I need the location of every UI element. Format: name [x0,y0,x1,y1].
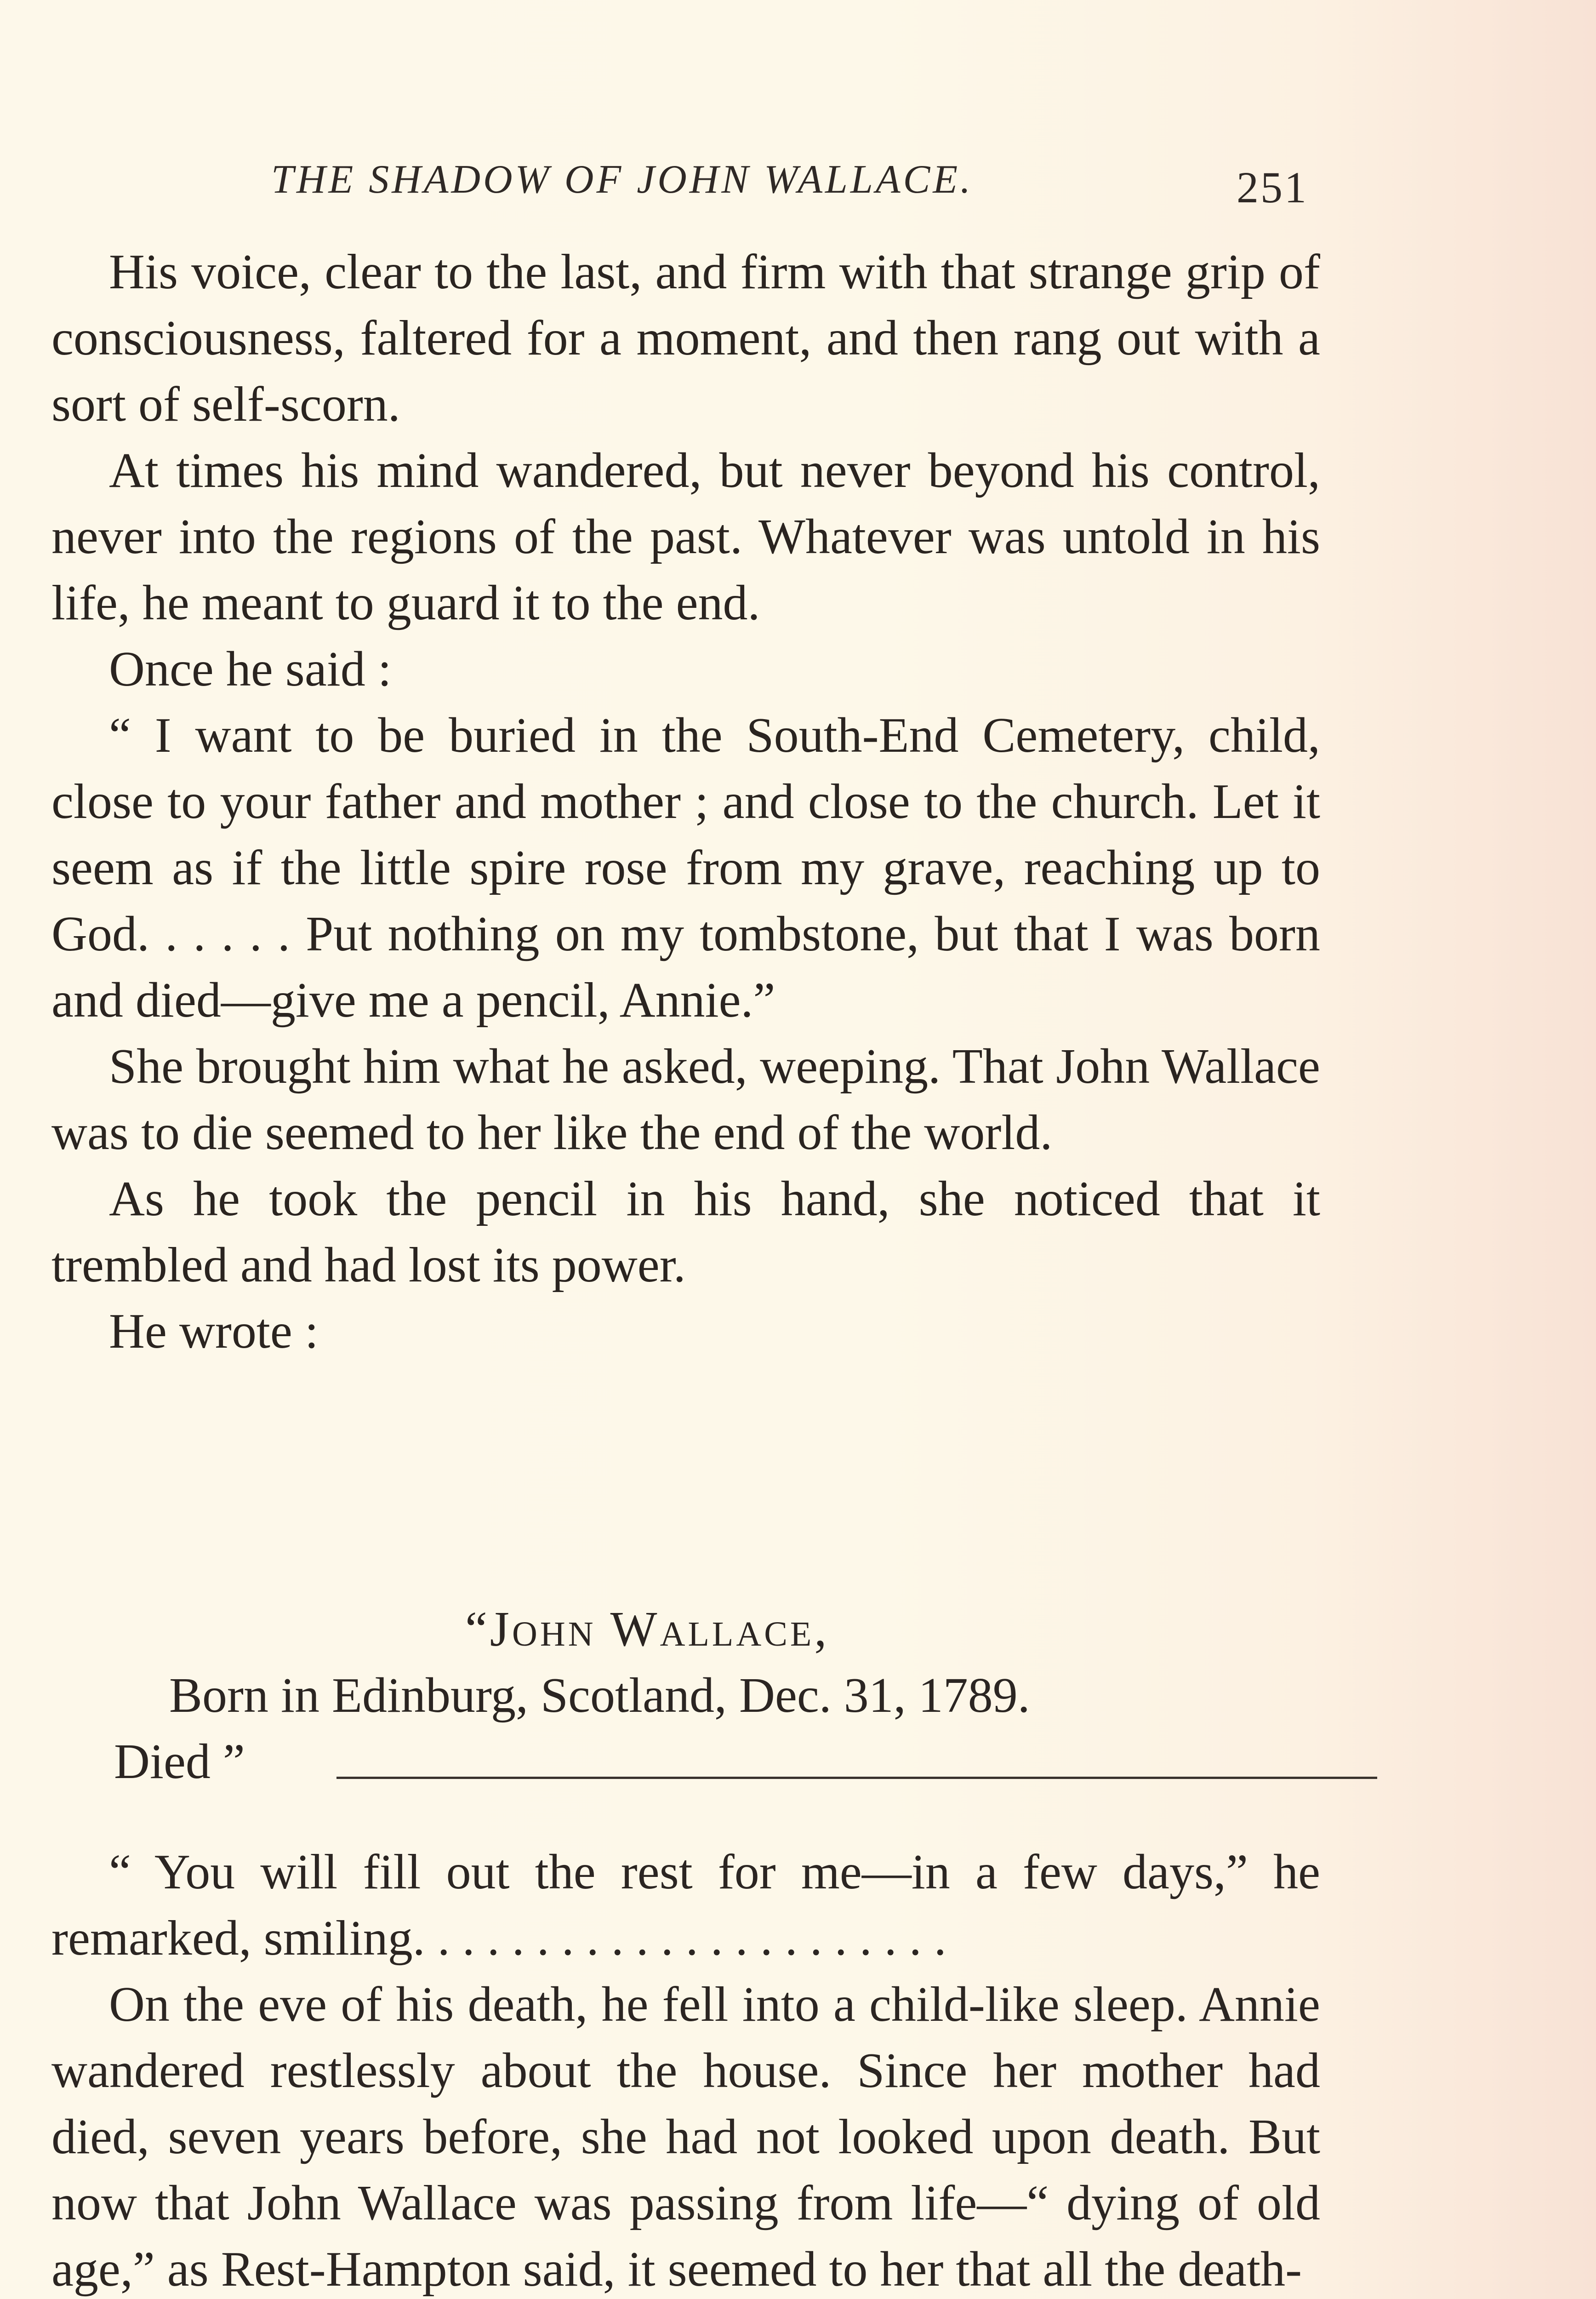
running-title: THE SHADOW OF JOHN WALLACE. [271,157,974,202]
epitaph-died: Died ” [114,1734,245,1789]
paragraph: On the eve of his death, he fell into a child-like sleep. Annie wandered restlessly about the house. Since her mother had died, seven years before, she had not looked upon death. But now that John Wallace was passing from life—“ dying of old age,” as Rest-Hampton said, it seemed to her that all the death- [51,1977,1320,2297]
paragraph: Once he said : [109,642,392,697]
paragraph: “ You will fill out the rest for me—in a few days,” he remarked, smiling. . . . . . . . . . . . . . . . . . . . . . [51,1845,1320,1966]
paragraph: “ I want to be buried in the South-End Cemetery, child, close to your father and mother ; and close to the church. Let it seem as if the little spire rose from my grave, reaching up to God. . . . . . Put nothing on my tombstone, but that I was born and died—give me a pencil, Annie.” [51,708,1320,1028]
blank-rule [336,1777,1377,1779]
paragraph: At times his mind wandered, but never beyond his control, never into the regions of the past. Whatever was untold in his life, he meant to guard it to the end. [51,443,1320,630]
epitaph-name: “John Wallace, [465,1602,830,1657]
continuation-text [51,1839,1320,2299]
paragraph: As he took the pencil in his hand, she noticed that it trembled and had lost its power. [51,1172,1320,1292]
paragraph: She brought him what he asked, weeping. That John Wallace was to die seemed to her like the end of the world. [51,1039,1320,1160]
paragraph: He wrote : [109,1304,319,1359]
epitaph-birth: Born in Edinburg, Scotland, Dec. 31, 1789. [169,1668,1030,1723]
paragraph: His voice, clear to the last, and firm with that strange grip of consciousness, faltered for a moment, and then rang out with a sort of self-scorn. [51,245,1320,432]
body-text [51,239,1320,1365]
page-number: 251 [1237,163,1308,212]
